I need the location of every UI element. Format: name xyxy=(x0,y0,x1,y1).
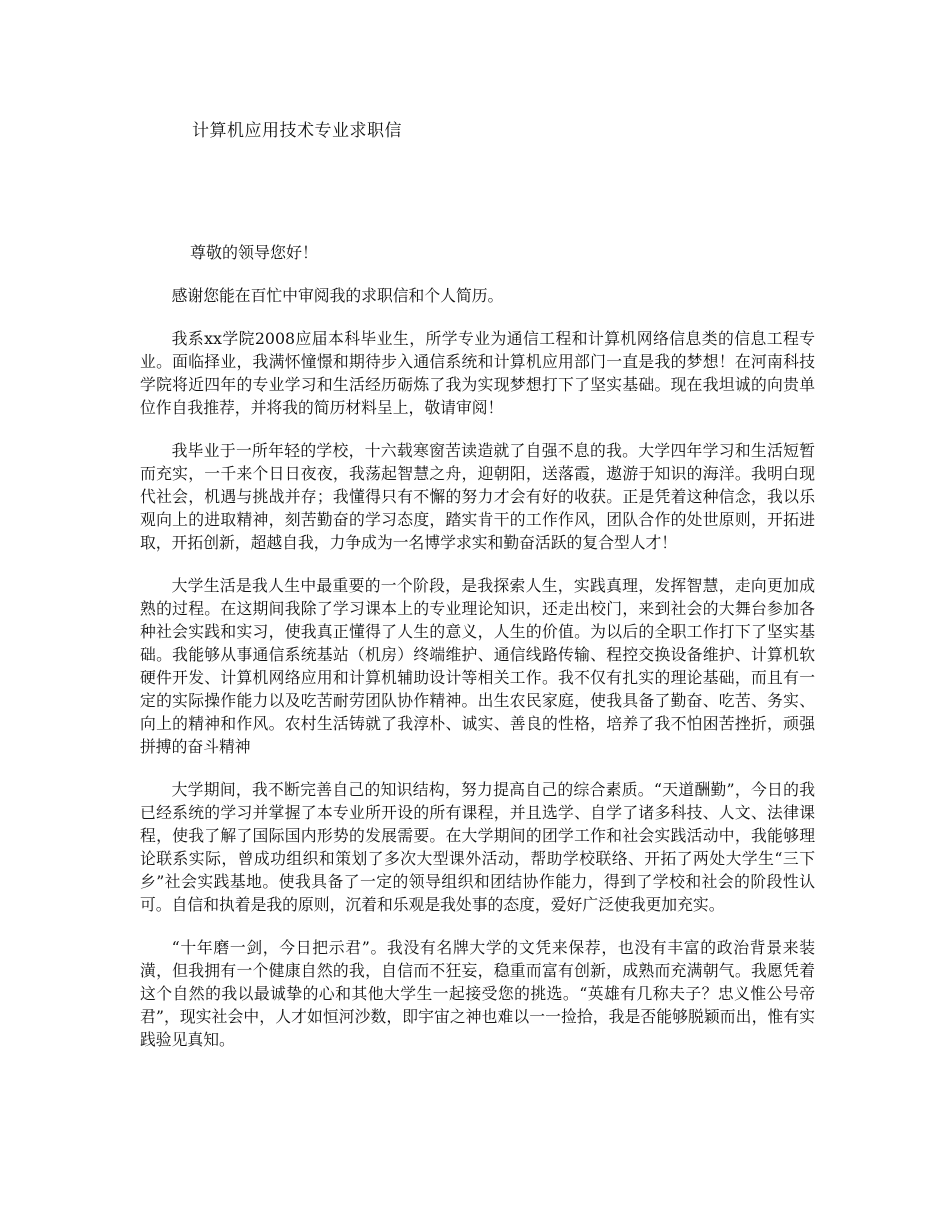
letter-body xyxy=(140,284,815,1071)
paragraph-college-life: 大学生活是我人生中最重要的一个阶段，是我探索人生，实践真理，发挥智慧，走向更加成熟的过程。在这期间我除了学习课本上的专业理论知识，还走出校门，来到社会的大舞台参加各种社会实践和实习，使我真正懂得了人生的意义，人生的价值。为以后的全职工作打下了坚实基础。我能够从事通信系统基站（机房）终端维护、通信线路传输、程控交换设备维护、计算机软硬件开发、计算机网络应用和计算机辅助设计等相关工作。我不仅有扎实的理论基础，而且有一定的实际操作能力以及吃苦耐劳团队协作精神。出生农民家庭，使我具备了勤奋、吃苦、务实、向上的精神和作风。农村生活铸就了我淳朴、诚实、善良的性格，培养了我不怕困苦挫折，顽强拼搏的奋斗精神 xyxy=(140,576,815,756)
paragraph-background: 我毕业于一所年轻的学校，十六载寒窗苦读造就了自强不息的我。大学四年学习和生活短暂而充实，一千来个日日夜夜，我荡起智慧之舟，迎朝阳，送落霞，遨游于知识的海洋。我明白现代社会，机遇与挑战并存；我懂得只有不懈的努力才会有好的收获。正是凭着这种信念，我以乐观向上的进取精神，刻苦勤奋的学习态度，踏实肯干的工作作风，团队合作的处世原则，开拓进取，开拓创新，超越自我，力争成为一名博学求实和勤奋活跃的复合型人才！ xyxy=(140,441,815,552)
paragraph-introduction: 我系xx学院2008应届本科毕业生，所学专业为通信工程和计算机网络信息类的信息工程专业。面临择业，我满怀憧憬和期待步入通信系统和计算机应用部门一直是我的梦想！在河南科技学院将近四年的专业学习和生活经历砺炼了我为实现梦想打下了坚实基础。现在我坦诚的向贵单位作自我推荐，并将我的简历材料呈上，敬请审阅！ xyxy=(140,329,815,417)
paragraph-thanks: 感谢您能在百忙中审阅我的求职信和个人简历。 xyxy=(171,286,504,305)
paragraph-achievements: 大学期间，我不断完善自己的知识结构，努力提高自己的综合素质。“天道酬勤”，今日的我已经系统的学习并掌握了本专业所开设的所有课程，并且选学、自学了诸多科技、人文、法律课程，使我了解了国际国内形势的发展需要。在大学期间的团学工作和社会实践活动中，我能够理论联系实际，曾成功组织和策划了多次大型课外活动，帮助学校联络、开拓了两处大学生“三下乡”社会实践基地。使我具备了一定的领导组织和团结协作能力，得到了学校和社会的阶段性认可。自信和执着是我的原则，沉着和乐观是我处事的态度，爱好广泛使我更加充实。 xyxy=(140,780,815,914)
document-title: 计算机应用技术专业求职信 xyxy=(192,121,402,141)
paragraph-closing: “十年磨一剑，今日把示君”。我没有名牌大学的文凭来保荐，也没有丰富的政治背景来装潢，但我拥有一个健康自然的我，自信而不狂妄，稳重而富有创新，成熟而充满朝气。我愿凭着这个自然的我以最诚挚的心和其他大学生一起接受您的挑选。“英雄有几称夫子？忠义惟公号帝君”，现实社会中，人才如恒河沙数，即宇宙之神也难以一一捡拾，我是否能够脱颖而出，惟有实践验见真知。 xyxy=(140,938,815,1049)
salutation: 尊敬的领导您好！ xyxy=(190,243,319,262)
